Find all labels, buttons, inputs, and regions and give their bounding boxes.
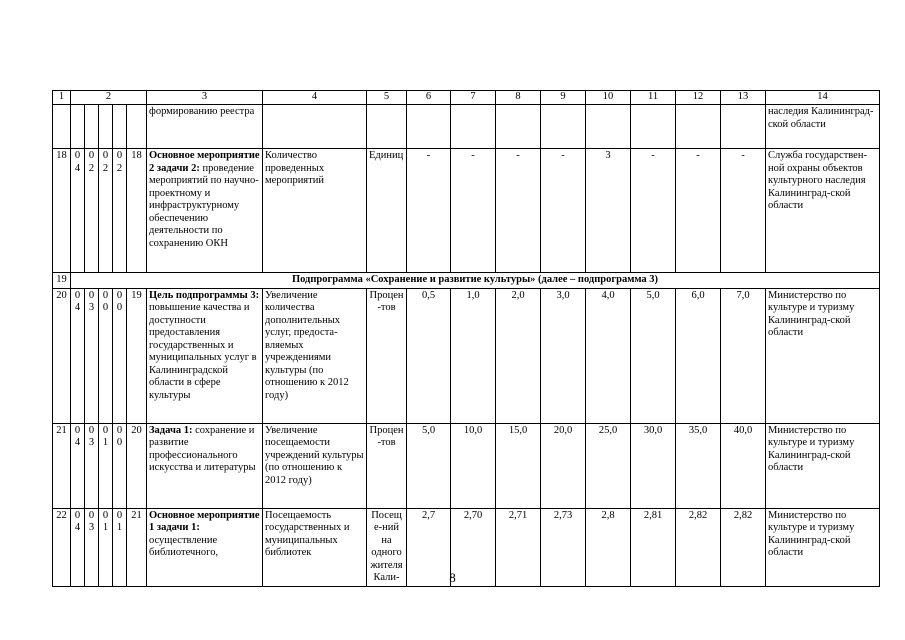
code-cell: 01: [99, 423, 113, 508]
row-number: 18: [53, 149, 71, 273]
indicator: Посещаемость государственных и муниципальных библиотек: [263, 508, 367, 586]
row-number: 21: [53, 423, 71, 508]
code-cell: 03: [85, 423, 99, 508]
value-cell: 2,71: [496, 508, 541, 586]
value-cell: -: [721, 149, 766, 273]
responsible: наследия Калининград-ской области: [766, 105, 880, 149]
value-cell: 2,81: [631, 508, 676, 586]
unit: Посеще-ний на одного жителя Кали-: [367, 508, 407, 586]
page-number: 8: [449, 570, 456, 585]
activity-name: Цель подпрограммы 3: повышение качества и доступности предоставления государственных и муниципальных услуг в Калининградской области в сфере культуры: [147, 288, 263, 423]
code-cell: 02: [99, 149, 113, 273]
row-number: 22: [53, 508, 71, 586]
header-cell: 3: [147, 91, 263, 105]
value-cell: 2,82: [676, 508, 721, 586]
row-number: 20: [53, 288, 71, 423]
table-row: [53, 105, 880, 149]
value-cell: -: [407, 149, 451, 273]
activity-name: Задача 1: сохранение и развитие профессионального искусства и литературы: [147, 423, 263, 508]
code-cell: 03: [85, 288, 99, 423]
table-row: [53, 288, 880, 423]
code-cell: 01: [113, 508, 127, 586]
value-cell: 2,73: [541, 508, 586, 586]
value-cell: -: [451, 149, 496, 273]
code-cell: 00: [113, 288, 127, 423]
activity-name: формированию реестра: [147, 105, 263, 149]
responsible: Министерство по культуре и туризму Калининград-ской области: [766, 508, 880, 586]
code-cell: 04: [71, 508, 85, 586]
code-cell: 20: [127, 423, 147, 508]
responsible: Министерство по культуре и туризму Калининград-ской области: [766, 288, 880, 423]
table-row: [53, 423, 880, 508]
value-cell: 6,0: [676, 288, 721, 423]
header-cell: 14: [766, 91, 880, 105]
code-cell: 00: [99, 288, 113, 423]
value-cell: 5,0: [631, 288, 676, 423]
value-cell: -: [541, 149, 586, 273]
code-cell: 01: [99, 508, 113, 586]
header-cell: 7: [451, 91, 496, 105]
row-number: 19: [53, 273, 71, 289]
header-cell: 8: [496, 91, 541, 105]
value-cell: 3,0: [541, 288, 586, 423]
responsible: Министерство по культуре и туризму Калининград-ской области: [766, 423, 880, 508]
value-cell: 35,0: [676, 423, 721, 508]
unit: Процен-тов: [367, 288, 407, 423]
code-cell: 02: [113, 149, 127, 273]
code-cell: 02: [85, 149, 99, 273]
header-cell: 10: [586, 91, 631, 105]
indicators-table: [52, 90, 880, 587]
value-cell: 25,0: [586, 423, 631, 508]
value-cell: 2,0: [496, 288, 541, 423]
code-cell: 03: [85, 508, 99, 586]
unit: Процен-тов: [367, 423, 407, 508]
code-cell: 21: [127, 508, 147, 586]
value-cell: 40,0: [721, 423, 766, 508]
header-cell: 6: [407, 91, 451, 105]
value-cell: 2,8: [586, 508, 631, 586]
indicator: Увеличение посещаемости учреждений культуры (по отношению к 2012 году): [263, 423, 367, 508]
code-cell: 04: [71, 288, 85, 423]
value-cell: 5,0: [407, 423, 451, 508]
code-cell: 19: [127, 288, 147, 423]
header-cell: 13: [721, 91, 766, 105]
value-cell: 1,0: [451, 288, 496, 423]
value-cell: 3: [586, 149, 631, 273]
activity-name: Основное мероприятие 1 задачи 1: осуществление библиотечного,: [147, 508, 263, 586]
activity-name: Основное мероприятие 2 задачи 2: проведение мероприятий по научно-проектному и инфраструктурному обеспечению деятельности по сохранению ОКН: [147, 149, 263, 273]
value-cell: 2,7: [407, 508, 451, 586]
value-cell: 10,0: [451, 423, 496, 508]
indicator: Увеличение количества дополнительных услуг, предоста-вляемых учреждениями культуры (по отношению к 2012 году): [263, 288, 367, 423]
value-cell: 20,0: [541, 423, 586, 508]
code-cell: 04: [71, 423, 85, 508]
code-cell: 00: [113, 423, 127, 508]
indicator: Количество проведенных мероприятий: [263, 149, 367, 273]
value-cell: -: [676, 149, 721, 273]
header-cell: 11: [631, 91, 676, 105]
unit: Единиц: [367, 149, 407, 273]
subprogram-title: Подпрограмма «Сохранение и развитие культуры» (далее – подпрограмма 3): [71, 273, 880, 289]
value-cell: 15,0: [496, 423, 541, 508]
header-row: [53, 91, 880, 105]
value-cell: 0,5: [407, 288, 451, 423]
code-cell: 18: [127, 149, 147, 273]
header-cell: 12: [676, 91, 721, 105]
value-cell: -: [496, 149, 541, 273]
header-cell: 2: [71, 91, 147, 105]
code-cell: 04: [71, 149, 85, 273]
subprogram-row: [53, 273, 880, 289]
table-row: [53, 149, 880, 273]
value-cell: 30,0: [631, 423, 676, 508]
value-cell: 4,0: [586, 288, 631, 423]
header-cell: 4: [263, 91, 367, 105]
header-cell: 1: [53, 91, 71, 105]
header-cell: 9: [541, 91, 586, 105]
value-cell: 2,82: [721, 508, 766, 586]
value-cell: 2,70: [451, 508, 496, 586]
header-cell: 5: [367, 91, 407, 105]
value-cell: -: [631, 149, 676, 273]
value-cell: 7,0: [721, 288, 766, 423]
responsible: Служба государствен-ной охраны объектов культурного наследия Калининград-ской области: [766, 149, 880, 273]
